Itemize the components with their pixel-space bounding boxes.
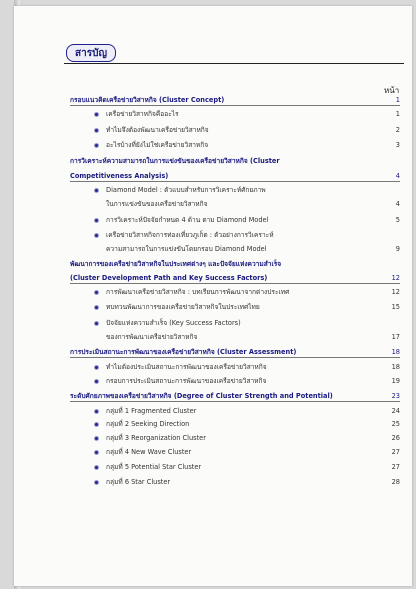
toc-page-number: 24 <box>391 407 400 415</box>
toc-page-number: 4 <box>395 172 400 180</box>
toc-entry-text: ความสามารถในการแข่งขันโดยกรอบ Diamond Model <box>106 245 267 253</box>
toc-entry-text: ทำไมต้องประเมินสถานะการพัฒนาของเครือข่ายวิสาหกิจ <box>106 363 267 371</box>
bullet-icon <box>94 305 99 310</box>
section-underline <box>70 401 400 402</box>
bullet-icon <box>94 112 99 117</box>
toc-entry-text: เครือข่ายวิสาหกิจคืออะไร <box>106 110 179 118</box>
toc-entry-text: อะไรบ้างที่ยังไม่ใช่เครือข่ายวิสาหกิจ <box>106 141 209 149</box>
toc-entry-text: กลุ่มที่ 3 Reorganization Cluster <box>106 434 206 442</box>
toc-page-number: 4 <box>395 200 400 208</box>
bullet-icon <box>94 450 99 455</box>
bullet-icon <box>94 188 99 193</box>
page-title: สารบัญ <box>66 44 116 62</box>
section-underline <box>70 283 400 284</box>
toc-page-number: 9 <box>395 245 400 253</box>
toc-page-number: 19 <box>391 377 400 385</box>
toc-entry-text: Diamond Model : ตัวแบบสำหรับการวิเคราะห์ศักยภาพ <box>106 186 266 194</box>
bullet-icon <box>94 290 99 295</box>
toc-entry-text: กลุ่มที่ 4 New Wave Cluster <box>106 448 192 456</box>
bullet-icon <box>94 128 99 133</box>
page-column-header: หน้า <box>384 86 400 95</box>
bullet-icon <box>94 465 99 470</box>
toc-page-number: 1 <box>395 110 400 118</box>
bullet-icon <box>94 233 99 238</box>
toc-page-number: 3 <box>395 141 400 149</box>
section-underline <box>70 181 400 182</box>
bullet-icon <box>94 422 99 427</box>
bullet-icon <box>94 365 99 370</box>
toc-entry-text: กลุ่มที่ 2 Seeking Direction <box>106 420 190 428</box>
toc-entry-text: ระดับศักยภาพของเครือข่ายวิสาหกิจ (Degree of Cluster Strength and Potential) <box>70 392 333 400</box>
toc-entry-text: กลุ่มที่ 1 Fragmented Cluster <box>106 407 197 415</box>
bullet-icon <box>94 379 99 384</box>
toc-entry-text: การพัฒนาเครือข่ายวิสาหกิจ : บทเรียนการพัฒนาจากต่างประเทศ <box>106 288 290 296</box>
toc-entry-text: ทบทวนพัฒนาการของเครือข่ายวิสาหกิจในประเทศไทย <box>106 303 260 311</box>
toc-page-number: 18 <box>391 348 400 356</box>
toc-entry-text: ในการแข่งขันของเครือข่ายวิสาหกิจ <box>106 200 208 208</box>
bullet-icon <box>94 436 99 441</box>
toc-entry-text: การวิเคราะห์ความสามารถในการแข่งขันของเครือข่ายวิสาหกิจ (Cluster <box>70 157 280 165</box>
toc-entry-text: ของการพัฒนาเครือข่ายวิสาหกิจ <box>106 333 198 341</box>
bullet-icon <box>94 321 99 326</box>
bullet-icon <box>94 218 99 223</box>
toc-page-number: 1 <box>395 96 400 104</box>
toc-entry-text: กลุ่มที่ 5 Potential Star Cluster <box>106 463 202 471</box>
toc-entry-text: กรอบการประเมินสถานะการพัฒนาของเครือข่ายวิสาหกิจ <box>106 377 267 385</box>
toc-page-number: 12 <box>391 274 400 282</box>
bullet-icon <box>94 480 99 485</box>
toc-entry-text: การประเมินสถานะการพัฒนาของเครือข่ายวิสาหกิจ (Cluster Assessment) <box>70 348 297 356</box>
toc-page-number: 27 <box>391 448 400 456</box>
document-page <box>14 6 412 586</box>
toc-page-number: 23 <box>391 392 400 400</box>
toc-page-number: 18 <box>391 363 400 371</box>
toc-page-number: 26 <box>391 434 400 442</box>
toc-page-number: 25 <box>391 420 400 428</box>
toc-entry-text: เครือข่ายวิสาหกิจการท่องเที่ยวภูเก็ต : ตัวอย่างการวิเคราะห์ <box>106 231 274 239</box>
toc-page-number: 28 <box>391 478 400 486</box>
toc-page-number: 5 <box>395 216 400 224</box>
toc-entry-text: Competitiveness Analysis) <box>70 172 169 180</box>
toc-entry-text: การวิเคราะห์ปัจจัยกำหนด 4 ด้าน ตาม Diamond Model <box>106 216 269 224</box>
toc-page-number: 27 <box>391 463 400 471</box>
toc-entry-text: กรอบแนวคิดเครือข่ายวิสาหกิจ (Cluster Concept) <box>70 96 225 104</box>
toc-entry-text: ปัจจัยแห่งความสำเร็จ (Key Success Factors) <box>106 319 241 327</box>
bullet-icon <box>94 409 99 414</box>
toc-page-number: 15 <box>391 303 400 311</box>
toc-page-number: 12 <box>391 288 400 296</box>
section-underline <box>70 357 400 358</box>
toc-entry-text: พัฒนาการของเครือข่ายวิสาหกิจในประเทศต่างๆ และปัจจัยแห่งความสำเร็จ <box>70 260 282 268</box>
title-divider <box>64 63 404 64</box>
bullet-icon <box>94 143 99 148</box>
toc-page-number: 2 <box>395 126 400 134</box>
toc-entry-text: ทำไมจึงต้องพัฒนาเครือข่ายวิสาหกิจ <box>106 126 209 134</box>
section-underline <box>70 105 400 106</box>
toc-entry-text: (Cluster Development Path and Key Success Factors) <box>70 274 268 282</box>
toc-page-number: 17 <box>391 333 400 341</box>
toc-entry-text: กลุ่มที่ 6 Star Cluster <box>106 478 171 486</box>
